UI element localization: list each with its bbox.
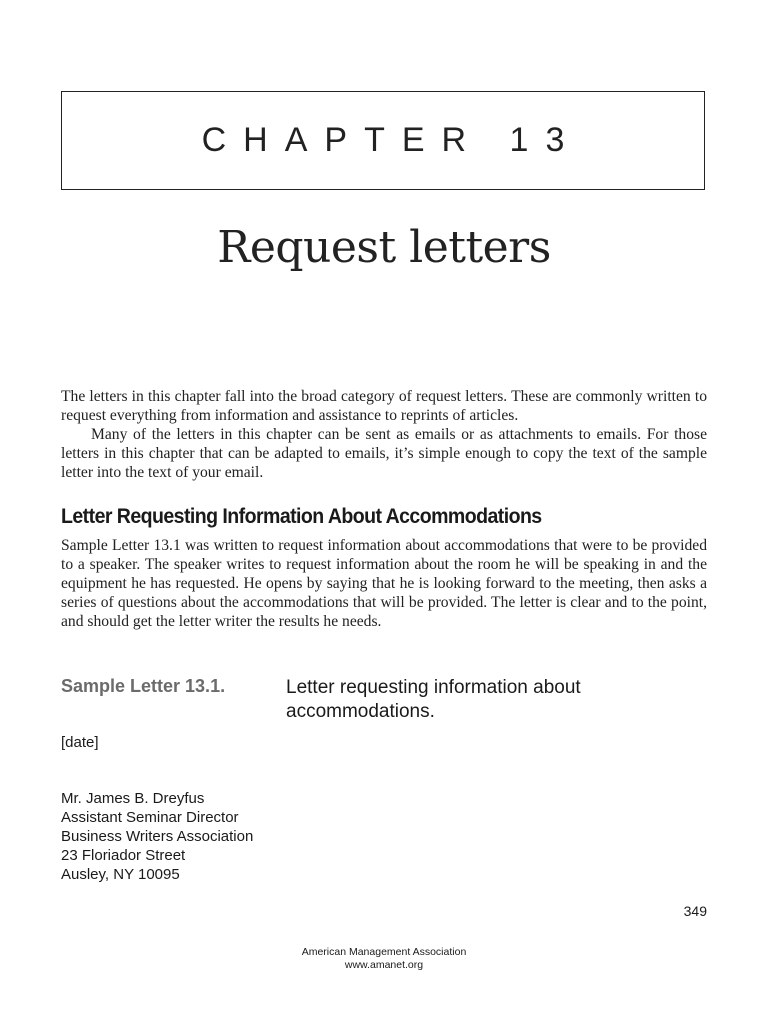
section-text [61, 536, 707, 631]
page-footer [0, 946, 768, 972]
intro-text [61, 387, 707, 482]
address-line: Business Writers Association [61, 828, 254, 845]
address-line: Assistant Seminar Director [61, 809, 239, 826]
chapter-title: Request letters [217, 222, 551, 273]
address-line: Mr. James B. Dreyfus [61, 790, 205, 807]
page-number: 349 [683, 903, 707, 919]
intro-paragraph-1: The letters in this chapter fall into the broad category of request letters. These are commonly written to request everything from information and assistance to reprints of articles. [61, 388, 707, 424]
section-heading: Letter Requesting Information About Accommodations [61, 505, 542, 528]
chapter-header-box [61, 91, 705, 190]
chapter-label: CHAPTER 13 [201, 121, 582, 159]
recipient-address [61, 789, 253, 884]
section-paragraph: Sample Letter 13.1 was written to request information about accommodations that were to be provided to a speaker. The speaker writes to request information about the room he will be speaking in and the equipment he has requested. He opens by saying that he is looking forward to the meeting, then asks a series of questions about the accommodations that will be provided. The letter is clear and to the point, and should get the letter writer the results he needs. [61, 537, 707, 630]
letter-date: [date] [61, 734, 99, 751]
address-line: 23 Floriador Street [61, 847, 186, 864]
address-line: Ausley, NY 10095 [61, 866, 180, 883]
sample-letter-title: Letter requesting information about accommodations. [286, 677, 581, 722]
intro-paragraph-2: Many of the letters in this chapter can be sent as emails or as attachments to emails. For those letters in this chapter that can be adapted to emails, it’s simple enough to copy the text of the sample letter into the text of your email. [61, 426, 707, 481]
footer-publisher: American Management Association [301, 946, 467, 958]
footer-website: www.amanet.org [344, 959, 424, 971]
sample-letter-label: Sample Letter 13.1. [61, 676, 226, 696]
